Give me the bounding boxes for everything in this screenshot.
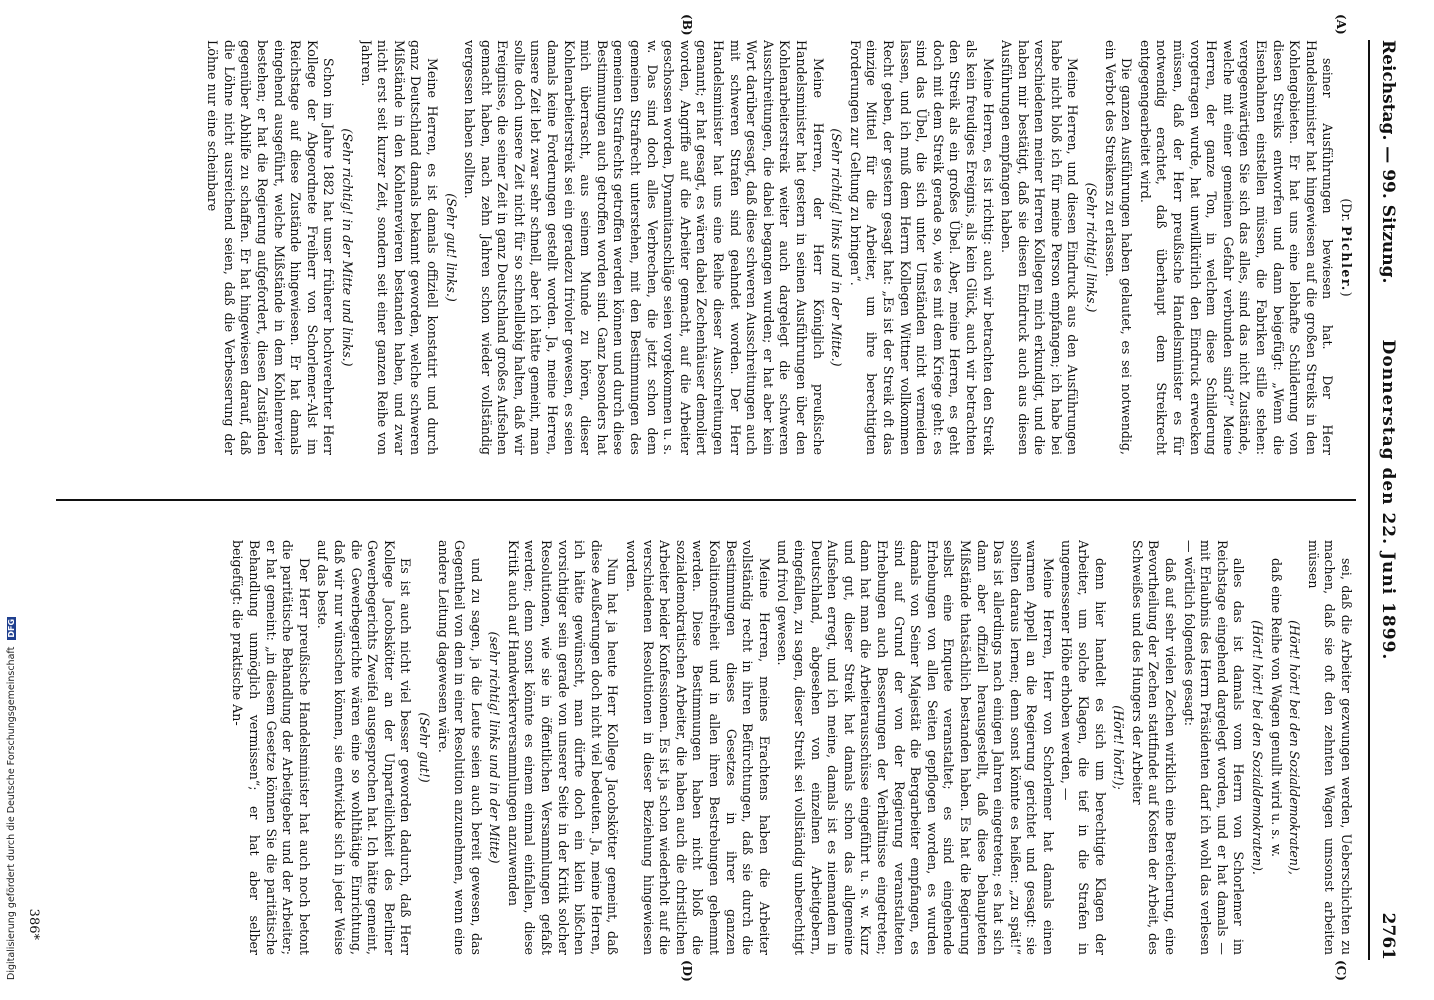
- interjection: (Hört! hört! bei den Sozialdemokraten).: [1250, 620, 1266, 875]
- signature-mark: 386*: [26, 908, 41, 940]
- paragraph: seiner Ausführungen bewiesen hat. Der Herr Handelsminister hat hingewiesen auf die großen Streiks in den Kohlengebieten. Er hat uns eine lebhafte Schilderung von diesen Streiks entworfen und dann beigefügt: „Wenn die Eisenbahnen einstellen müssen, die Fabriken stille stehen: vergegenwärtigen Sie sich das alles, sind das nicht Zustände, welche mit einer gemeinen Gefahr verbunden sind?“ Meine Herren, der ganze Ton, in welchem diese Schilderung vorgetragen wurde, hat unwillkürlich den Eindruck erwecken müssen, daß der Herr preußische Handelsminister es für notwendig erachtet, daß überhaupt dem Streikrecht entgegengearbeitet wird.: [1137, 40, 1336, 455]
- paragraph: sei, daß die Arbeiter gezwungen werden, Ueberschichten zu machen, daß sie oft den zehnten Wagen umsonst arbeiten müssen: [1305, 540, 1354, 955]
- paragraph: und zu sagen, ja die Leute seien auch bereit gewesen, das Gegentheil von dem in einer Resolution anzunehmen, wenn eine andere Leitung dagewesen wäre.: [435, 540, 484, 955]
- credit-text: Digitalisierung gefördert durch die Deutsche Forschungsgemeinschaft: [6, 646, 17, 980]
- margin-label-c: (C): [1334, 960, 1348, 981]
- paragraph: alles das ist damals vom Herrn von Schorlemer im Reichstage eingehend dargelegt worden, und er hat damals — mit Erlaubnis des Herrn Präsidenten darf ich wohl das verlesen — wörtlich folgendes gesagt:: [1181, 540, 1247, 955]
- header-session: Reichstag. — 99. Sitzung.: [1378, 40, 1398, 284]
- page-header: [1368, 40, 1404, 960]
- paragraph: daß eine Reihe von Wagen genullt wird u. s. w.: [1268, 558, 1284, 857]
- interjection: (Sehr gut!): [416, 712, 432, 783]
- paragraph: Der Herr preußische Handelsminister hat auch noch betont die paritätische Behandlung der Arbeitgeber und der Arbeiter; er hat gemeint: „in diesem Gesetze können Sie die paritätische Behandlung unmöglich vermissen“; er hat aber selber beigefügt: die praktische An-: [230, 540, 312, 955]
- left-column: [50, 40, 1354, 455]
- paragraph: Nun hat ja heute Herr Kollege Jacobskötter gemeint, daß diese Aeußerungen doch nicht viel bedeuten. Ja, meine Herren, ich hätte gewünscht, man dürfte doch ein klein bißchen vorsichtiger sein gerade von unserer Seite in der Kritik solcher Resolutionen, wie sie in öffentlichen Versammlungen gefaßt werden; denn sonst könnte es einem einmal einfallen, diese Kritik auch auf Handwerkerversammlungen anzuwenden: [505, 540, 621, 955]
- paragraph: Meine Herren, es ist damals offiziell konstatirt und durch ganz Deutschland damals bekannt geworden, welche schweren Mißstände in den Kohlenrevieren bestanden haben, und zwar nicht erst seit kurzer Zeit, sondern seit einer ganzen Reihe von Jahren.: [358, 40, 440, 455]
- speaker-name: Pichler.: [1339, 226, 1354, 292]
- paragraph: Meine Herren, Herr von Schorlemer hat damals einen warmen Appell an die Regierung gerichtet und gesagt: sie sollten daraus lernen; denn sonst könnte es heißen: „zu spät!“ Das ist allerdings nach einigen Jahren eingetreten; es hat sich dann aber offiziell herausgestellt, daß diese behaupteten Mißstände thatsächlich bestanden haben. Es hat die Regierung selbst eine Enquete veranstaltet; es sind eingehende Erhebungen von allen Seiten gepflogen worden, es wurden damals von Seiner Majestät die Bergarbeiter empfangen, es sind auf Grund der von der Regierung veranstalteten Erhebungen auch Besserungen der Verhältnisse eingetreten; dann hat man die Arbeiterausschüsse eingeführt u. s. w. Kurz und gut, dieser Streik hat damals schon das allgemeine Aufsehen erregt, und ich meine, damals ist es niemandem in Deutschland, abgesehen von einzelnen Arbeitgebern, eingefallen, zu sagen, dieser Streik sei vollständig unberechtigt und frivol gewesen.: [775, 540, 1056, 955]
- paragraph: Es ist auch nicht viel besser geworden dadurch, daß Herr Kollege Jacobskötter an der Unparteilichkeit des Berliner Gewerbegerichts Zweifel ausgesprochen hat. Ich hätte gemeint, die Gewerbegerichte wären eine so wohlthätige Einrichtung, daß wir nur wünschen können, sie entwickle sich in jeder Weise auf das beste.: [315, 540, 414, 955]
- paragraph: Die ganzen Ausführungen haben gelautet, es sei notwendig, ein Verbot des Streikens zu erlassen.: [1102, 40, 1135, 455]
- paragraph: Meine Herren, es ist richtig: auch wir betrachten den Streik als kein freudiges Ereignis, als kein Glück, auch wir betrachten den Streik als ein großes Übel. Aber, meine Herren, es geht doch mit dem Streik gerade so, wie es mit dem Kriege geht: es sind das Übel, die sich unter Umständen nicht vermeiden lassen, und ich muß dem Herrn Kollegen Wittner vollkommen Recht geben, der gestern gesagt hat: „Es ist der Streik oft das einzige Mittel für die Arbeiter, um ihre berechtigten Forderungen zur Geltung zu bringen“.: [847, 40, 996, 455]
- interjection: (Sehr richtig! links.): [1084, 182, 1100, 313]
- dfg-logo: DFG: [7, 618, 16, 638]
- margin-label-a: (A): [1334, 14, 1348, 35]
- digitization-credit: [6, 0, 17, 980]
- quotation: denn hier handelt es sich um berechtigte Klagen der Arbeiter, um solche Klagen, die tief in die Strafen in ungemessener Höhe erhoben werden, —: [1059, 540, 1108, 955]
- interjection: (Hört! hört!);: [1111, 705, 1127, 790]
- margin-label-d: (D): [680, 960, 694, 982]
- paragraph: Meine Herren, der Herr Königlich preußische Handelsminister hat gestern in seinen Ausführungen über den Kohlenarbeiterstreik weiter auch dargelegt die schweren Ausschreitungen, die dabei begangen wurden; er hat aber kein Wort darüber gesagt, daß diese schweren Ausschreitungen auch mit schweren Strafen sind geahndet worden. Der Herr Handelsminister hat uns eine Reihe dieser Ausschreitungen genannt; er hat gesagt, es wären dabei Zechenhäuser demoliert worden, Angriffe auf die Arbeiter gemacht, auf die Arbeiter geschossen worden, Dynamitanschläge seien vorgekommen u. s. w. Das sind doch alles Verbrechen, die jetzt schon dem gemeinen Strafrecht unterstehen, mit den Bestimmungen des gemeinen Strafrechts getroffen werden können und durch diese Bestimmungen auch getroffen worden sind. Ganz besonders hat mich überrascht, aus seinem Munde zu hören, dieser Kohlenarbeiterstreik sei ein geradezu frivoler gewesen, es seien damals keine Forderungen gestellt worden. Ja, meine Herren, unsere Zeit lebt zwar sehr schnell, aber ich hätte gemeint, man sollte doch unsere Zeit nicht für so schnelllebig halten, daß wir Ereignisse, die seiner Zeit in ganz Deutschland großes Aufsehen gemacht haben, nach zehn Jahren schon wieder vollständig vergessen haben sollten.: [462, 40, 826, 455]
- interjection: (Sehr richtig! links und in der Mitte.): [829, 128, 845, 367]
- column-divider: [56, 499, 1356, 501]
- page-number: 2761: [1378, 912, 1398, 960]
- quotation: daß auf sehr vielen Zechen wirklich eine Bereicherung, eine Bevortheilung der Zechen stattfindet auf Kosten der Arbeit, des Schweißes und des Hungers der Arbeiter: [1129, 540, 1179, 955]
- paragraph: Meine Herren, meines Erachtens haben die Arbeiter vollständig recht in ihren Befürchtungen, daß sie durch die Bestimmungen dieses Gesetzes in ihrer ganzen Koalitionsfreiheit und in allen ihren Bestrebungen gehemmt werden. Diese Bestimmungen haben nicht bloß die sozialdemokratischen Arbeiter, die haben auch die christlichen Arbeiter beider Konfessionen. Es ist ja schon wiederholt auf die verschiedenen Resolutionen in dieser Beziehung hingewiesen worden.: [624, 540, 772, 955]
- interjection: (sehr richtig! links und in der Mitte): [487, 631, 503, 864]
- paragraph: Meine Herren, und diesen Eindruck aus den Ausführungen habe nicht bloß ich für meine Person empfangen; ich habe bei verschiedenen meiner Herren Kollegen mich erkundigt, und die haben mir bestätigt, daß sie diesen Eindruck auch aus diesen Ausführungen empfangen haben.: [999, 40, 1081, 455]
- header-date: Donnerstag den 22. Juni 1899.: [1378, 339, 1398, 661]
- interjection: (Hört! hört! bei den Sozialdemokraten),: [1287, 620, 1303, 875]
- interjection: (Sehr richtig! in der Mitte und links.): [339, 128, 355, 367]
- margin-label-b: (B): [680, 14, 694, 36]
- speaker-line: (Dr. Pichler.): [1339, 198, 1354, 297]
- paragraph: Schon im Jahre 1882 hat unser früherer hochverehrter Herr Kollege der Abgeordnete Freiherr von Schorlemer-Alst im Reichstage auf diese Zustände hingewiesen. Er hat damals eingehend ausgeführt, welche Mißstände in dem Kohlenrevier bestehen; er hat die Regierung aufgefordert, diesen Zuständen gegenüber Abhilfe zu schaffen. Er hat hingewiesen darauf, daß die Löhne nicht ausreichend seien, daß die Verbesserung der Löhne nur eine scheinbare: [205, 40, 337, 455]
- interjection: (Sehr gut! links.): [443, 193, 459, 302]
- right-column: [50, 540, 1354, 955]
